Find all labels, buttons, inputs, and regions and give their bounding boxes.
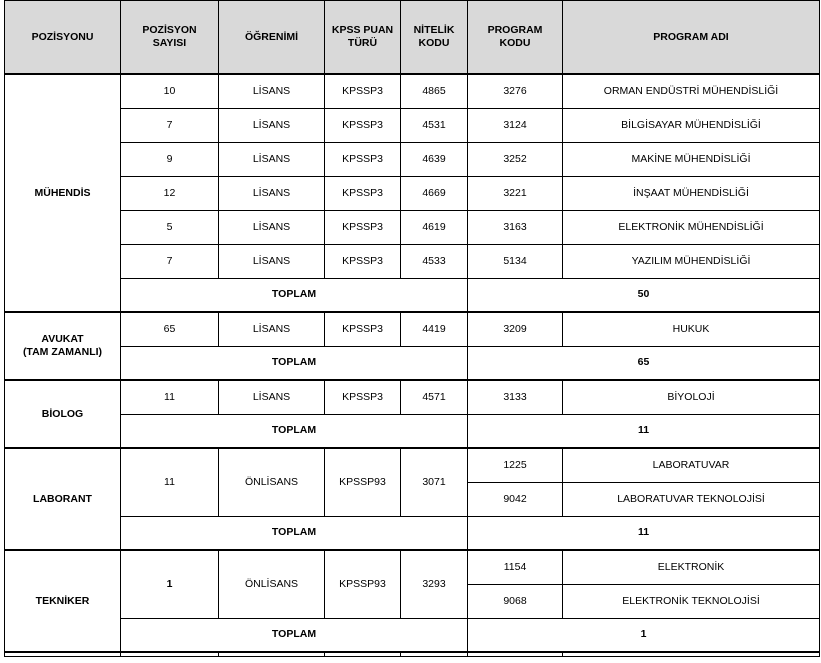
cell-nitelik: 4865 — [401, 74, 468, 108]
cell-ogrenim: LİSANS — [219, 210, 325, 244]
total-label: TOPLAM — [121, 414, 468, 448]
cell-ogrenim: LİSANS — [219, 244, 325, 278]
cell-program-kodu: 5134 — [468, 244, 563, 278]
cell-program-kodu: 1225 — [468, 448, 563, 482]
position-muhendis: MÜHENDİS — [5, 74, 121, 312]
cell-nitelik: 4419 — [401, 312, 468, 346]
total-row — [5, 346, 820, 380]
cell-nitelik: 4531 — [401, 108, 468, 142]
table-row — [5, 380, 820, 414]
total-value: 50 — [468, 278, 820, 312]
cell-program-kodu: 3209 — [468, 312, 563, 346]
cell-program-kodu: 9042 — [468, 482, 563, 516]
cell-nitelik: 3293 — [401, 550, 468, 618]
cell-nitelik: 4619 — [401, 210, 468, 244]
cell-program-kodu: 3163 — [468, 210, 563, 244]
header-row — [5, 1, 820, 75]
cell-program-adi: İNŞAAT MÜHENDİSLİĞİ — [563, 176, 820, 210]
header-program-adi: PROGRAM ADI — [563, 1, 820, 75]
cell-sayi: 11 — [121, 448, 219, 516]
total-value: 1 — [468, 618, 820, 652]
cell-sayi: 1 — [121, 550, 219, 618]
table-row-cut — [5, 652, 820, 656]
cell-program-kodu: 3124 — [468, 108, 563, 142]
total-row — [5, 278, 820, 312]
cell-sayi: 10 — [121, 74, 219, 108]
position-laborant: LABORANT — [5, 448, 121, 550]
cell-ogrenim: LİSANS — [219, 108, 325, 142]
position-biolog: BİOLOG — [5, 380, 121, 448]
cell-program-adi: ORMAN ENDÜSTRİ MÜHENDİSLİĞİ — [563, 74, 820, 108]
total-value: 11 — [468, 516, 820, 550]
header-pozisyon-sayisi: POZİSYON SAYISI — [121, 1, 219, 75]
table-row — [5, 244, 820, 278]
total-label: TOPLAM — [121, 278, 468, 312]
cell-kpss: KPSSP3 — [325, 108, 401, 142]
cell-program-adi: ELEKTRONİK — [563, 550, 820, 584]
cell-kpss: KPSSP3 — [325, 74, 401, 108]
cell-sayi: 7 — [121, 244, 219, 278]
cell-ogrenim: LİSANS — [219, 176, 325, 210]
cell-nitelik: 4533 — [401, 244, 468, 278]
cell-sayi: 7 — [121, 108, 219, 142]
table-row — [5, 142, 820, 176]
total-value: 11 — [468, 414, 820, 448]
cell-kpss: KPSSP3 — [325, 176, 401, 210]
total-row — [5, 618, 820, 652]
total-label: TOPLAM — [121, 516, 468, 550]
cell-sayi: 5 — [121, 210, 219, 244]
cell-nitelik: 4571 — [401, 380, 468, 414]
total-label: TOPLAM — [121, 618, 468, 652]
cell-sayi: 9 — [121, 142, 219, 176]
cell-nitelik: 4669 — [401, 176, 468, 210]
table-row — [5, 210, 820, 244]
table-row — [5, 550, 820, 584]
cell-program-kodu: 3252 — [468, 142, 563, 176]
cell-ogrenim: ÖNLİSANS — [219, 448, 325, 516]
table-row — [5, 108, 820, 142]
table-row — [5, 448, 820, 482]
positions-table — [4, 0, 820, 657]
cell-kpss: KPSSP93 — [325, 448, 401, 516]
cell-program-kodu: 3133 — [468, 380, 563, 414]
cell-program-adi: ELEKTRONİK MÜHENDİSLİĞİ — [563, 210, 820, 244]
header-pozisyonu: POZİSYONU — [5, 1, 121, 75]
cell-kpss: KPSSP3 — [325, 142, 401, 176]
cell-ogrenim: LİSANS — [219, 312, 325, 346]
cell-ogrenim: LİSANS — [219, 74, 325, 108]
table-row — [5, 312, 820, 346]
cell-kpss: KPSSP3 — [325, 312, 401, 346]
cell-kpss: KPSSP3 — [325, 380, 401, 414]
cell-program-adi: LABORATUVAR TEKNOLOJİSİ — [563, 482, 820, 516]
header-ogrenimi: ÖĞRENİMİ — [219, 1, 325, 75]
cell-ogrenim: LİSANS — [219, 142, 325, 176]
cell-kpss: KPSSP93 — [325, 550, 401, 618]
cell-ogrenim: LİSANS — [219, 380, 325, 414]
cell-program-adi: YAZILIM MÜHENDİSLİĞİ — [563, 244, 820, 278]
cell-ogrenim: ÖNLİSANS — [219, 550, 325, 618]
cell-nitelik: 3071 — [401, 448, 468, 516]
cell-program-kodu: 3221 — [468, 176, 563, 210]
cell-sayi: 65 — [121, 312, 219, 346]
table-row — [5, 176, 820, 210]
cell-sayi: 11 — [121, 380, 219, 414]
header-program-kodu: PROGRAM KODU — [468, 1, 563, 75]
cell-program-kodu: 1154 — [468, 550, 563, 584]
cell-program-kodu: 9068 — [468, 584, 563, 618]
position-avukat: AVUKAT (TAM ZAMANLI) — [5, 312, 121, 380]
cell-program-adi: BİLGİSAYAR MÜHENDİSLİĞİ — [563, 108, 820, 142]
cell-kpss: KPSSP3 — [325, 210, 401, 244]
position-tekniker: TEKNİKER — [5, 550, 121, 652]
cell-program-adi: LABORATUVAR — [563, 448, 820, 482]
cell-program-adi: HUKUK — [563, 312, 820, 346]
total-row — [5, 516, 820, 550]
cell-program-kodu: 3276 — [468, 74, 563, 108]
cell-program-adi: ELEKTRONİK TEKNOLOJİSİ — [563, 584, 820, 618]
header-kpss-puan-turu: KPSS PUAN TÜRÜ — [325, 1, 401, 75]
total-row — [5, 414, 820, 448]
total-value: 65 — [468, 346, 820, 380]
table-row — [5, 74, 820, 108]
header-nitelik-kodu: NİTELİK KODU — [401, 1, 468, 75]
cell-sayi: 12 — [121, 176, 219, 210]
cell-nitelik: 4639 — [401, 142, 468, 176]
cell-kpss: KPSSP3 — [325, 244, 401, 278]
total-label: TOPLAM — [121, 346, 468, 380]
cell-program-adi: MAKİNE MÜHENDİSLİĞİ — [563, 142, 820, 176]
cell-program-adi: BİYOLOJİ — [563, 380, 820, 414]
